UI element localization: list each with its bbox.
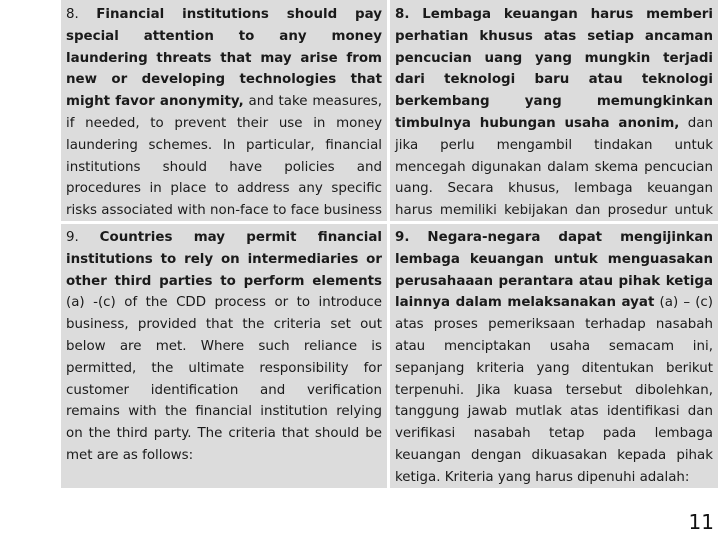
item-8-en-text: and take measures, if needed, to prevent their use in money laundering schemes. In particular, financial institutions should have policies and procedures in place to address any specific risks associated with non-face to face business: [66, 94, 382, 219]
item-9-id-bold-text: 9. Negara-negara dapat mengijinkan lembaga keuangan untuk menguasakan perusahaaan perantara atau pihak ketiga lainnya dalam melaksanakan ayat: [395, 230, 713, 311]
item-8-id-text: dan jika perlu mengambil tindakan untuk mencegah digunakan dalam skema pencucian uang. Secara khusus, lembaga keuangan harus memiliki kebijakan dan prosedur untuk: [395, 115, 713, 219]
item-8-en-number: 8.: [66, 7, 97, 22]
cell-indonesian-item-8: [390, 0, 718, 221]
cell-indonesian-item-9: [390, 224, 718, 488]
item-9-en-number: 9.: [66, 230, 100, 245]
cell-english-item-9: [61, 224, 387, 488]
bilingual-table: [61, 0, 718, 488]
cell-english-item-8: [61, 0, 387, 221]
item-9-id-text: (a) – (c) atas proses pemeriksaan terhadap nasabah atau menciptakan usaha semacam ini, sepanjang kriteria yang ditentukan berikut terpenuhi. Jika kuasa tersebut dibolehkan, tanggung jawab mutlak atas identifikasi dan verifikasi nasabah tetap pada lembaga keuangan dengan dikuasakan kepada pihak ketiga. Kriteria yang harus dipenuhi adalah:: [395, 295, 713, 485]
item-9-en-text: (a) -(c) of the CDD process or to introduce business, provided that the criteria set out below are met. Where such reliance is permitted, the ultimate responsibility for customer identification and verification remains with the financial institution relying on the third party. The criteria that should be met are as follows:: [66, 295, 382, 463]
item-8-en-bold-text: Financial institutions should pay special attention to any money laundering threats that may arise from new or developing technologies that might favor anonymity,: [66, 7, 382, 110]
page-number: 11: [688, 510, 714, 534]
item-9-en-bold-text: Countries may permit financial institutions to rely on intermediaries or other third parties to perform elements: [66, 230, 382, 289]
item-8-id-bold-text: 8. Lembaga keuangan harus memberi perhatian khusus atas setiap ancaman pencucian uang yang mungkin terjadi dari teknologi baru atau teknologi berkembang yang memungkinkan timbulnya hubungan usaha anonim,: [395, 7, 713, 131]
